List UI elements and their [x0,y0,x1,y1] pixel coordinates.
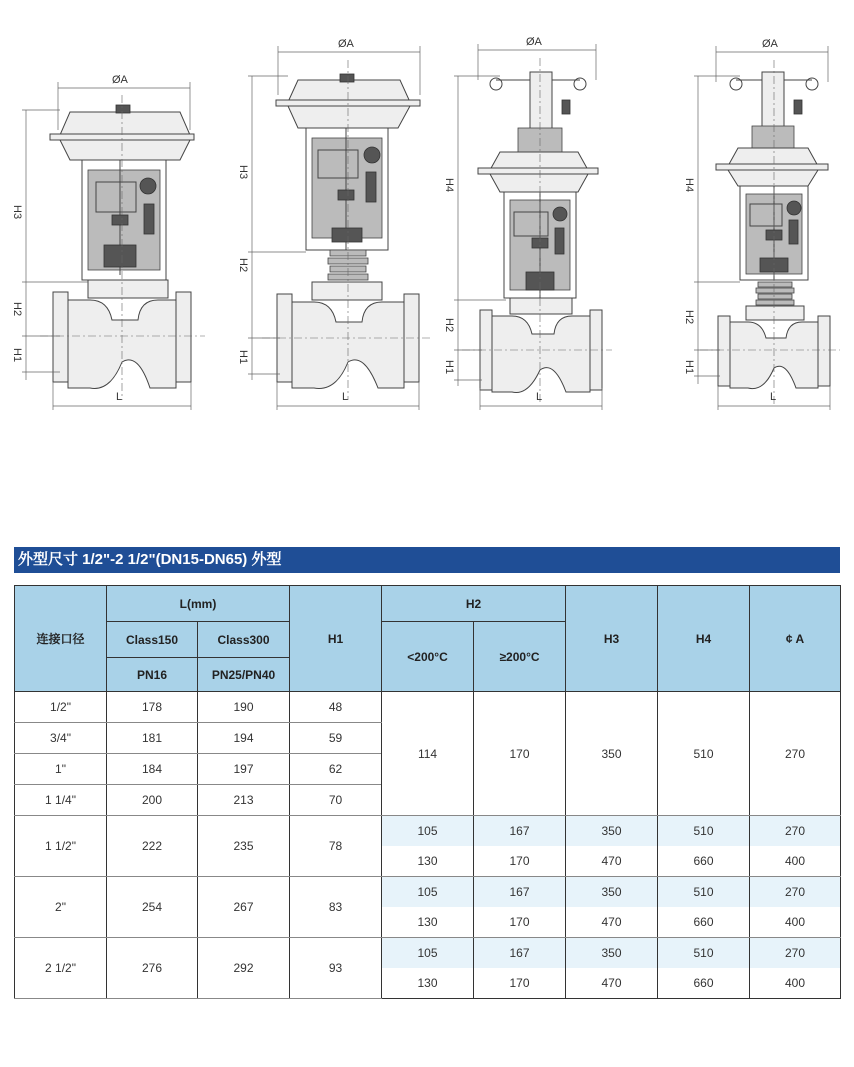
cell-phi-a: 270 [750,692,841,816]
cell-h2-ge200: 167 [474,877,566,908]
header-h2-ge200: ≥200°C [474,622,566,692]
dim-label-h4: H4 [683,178,695,193]
table-body [15,692,841,999]
cell-h3: 350 [566,816,658,847]
cell-size: 2 1/2" [15,938,107,999]
cell-class300: 213 [198,785,290,816]
cell-h3: 350 [566,938,658,969]
dim-label-l: L [342,391,349,403]
cell-phi-a: 400 [750,907,841,938]
header-pn16: PN16 [107,658,198,692]
cell-class300: 267 [198,877,290,938]
table-row [15,816,841,847]
section-title: 外型尺寸 1/2"-2 1/2"(DN15-DN65) 外型 [14,547,840,573]
header-pn25-40: PN25/PN40 [198,658,290,692]
header-h3: H3 [566,586,658,692]
cell-h2-lt200: 130 [382,846,474,877]
dim-label-l: L [536,391,543,403]
header-class150: Class150 [107,622,198,658]
dim-label-h3: H3 [237,165,249,180]
valve-drawings [0,0,854,440]
valve-drawing-2 [237,38,432,410]
cell-h3: 470 [566,846,658,877]
cell-size: 1/2" [15,692,107,723]
cell-h2-ge200: 167 [474,938,566,969]
cell-h1: 70 [290,785,382,816]
dim-label-h2: H2 [443,318,455,333]
cell-class300: 194 [198,723,290,754]
dim-label-h2: H2 [683,310,695,325]
header-l-mm: L(mm) [107,586,290,622]
cell-class150: 200 [107,785,198,816]
cell-phi-a: 400 [750,846,841,877]
cell-h1: 93 [290,938,382,999]
cell-h1: 59 [290,723,382,754]
cell-class300: 190 [198,692,290,723]
cell-phi-a: 270 [750,877,841,908]
cell-h1: 83 [290,877,382,938]
cell-h2-ge200: 170 [474,846,566,877]
header-class300: Class300 [198,622,290,658]
header-conn: 连接口径 [15,586,107,692]
cell-h4: 510 [658,877,750,908]
table-row [15,877,841,908]
cell-h2-lt200: 130 [382,968,474,999]
cell-size: 3/4" [15,723,107,754]
cell-size: 1" [15,754,107,785]
cell-h2-lt200: 105 [382,877,474,908]
valve-drawing-4 [683,38,840,410]
dim-label-phi-a: ØA [526,36,542,48]
cell-h3: 470 [566,968,658,999]
cell-h2-lt200: 130 [382,907,474,938]
cell-h2-lt200: 105 [382,816,474,847]
cell-h1: 78 [290,816,382,877]
cell-class150: 222 [107,816,198,877]
cell-phi-a: 400 [750,968,841,999]
header-h2-lt200: <200°C [382,622,474,692]
table-row [15,938,841,969]
cell-phi-a: 270 [750,938,841,969]
dim-label-l: L [770,391,777,403]
cell-class300: 197 [198,754,290,785]
dim-label-l: L [116,391,123,403]
dim-label-h1: H1 [237,350,249,365]
cell-class150: 276 [107,938,198,999]
cell-h4: 510 [658,692,750,816]
cell-h3: 350 [566,692,658,816]
cell-size: 2" [15,877,107,938]
cell-h3: 350 [566,877,658,908]
cell-h2-lt200: 105 [382,938,474,969]
cell-h4: 660 [658,968,750,999]
cell-h3: 470 [566,907,658,938]
cell-h2-ge200: 170 [474,968,566,999]
dim-label-h1: H1 [11,348,23,363]
header-phi-a: ¢ A [750,586,841,692]
cell-class150: 181 [107,723,198,754]
cell-h2-lt200: 114 [382,692,474,816]
cell-h4: 660 [658,846,750,877]
cell-h4: 660 [658,907,750,938]
dim-label-phi-a: ØA [112,74,128,86]
cell-h1: 62 [290,754,382,785]
cell-h2-ge200: 170 [474,907,566,938]
dim-label-h2: H2 [237,258,249,273]
table-row [15,692,841,723]
cell-class300: 292 [198,938,290,999]
dim-label-phi-a: ØA [338,38,354,50]
cell-h4: 510 [658,938,750,969]
dim-label-h1: H1 [443,360,455,375]
header-h4: H4 [658,586,750,692]
cell-h1: 48 [290,692,382,723]
cell-class150: 254 [107,877,198,938]
dim-label-h4: H4 [443,178,455,193]
valve-drawing-1 [11,74,205,410]
cell-h2-ge200: 167 [474,816,566,847]
dim-label-phi-a: ØA [762,38,778,50]
dimension-table [14,585,841,999]
dim-label-h2: H2 [11,302,23,317]
cell-class150: 184 [107,754,198,785]
valve-drawing-3 [443,36,612,410]
header-h2: H2 [382,586,566,622]
dim-label-h3: H3 [11,205,23,220]
dim-label-h1: H1 [683,360,695,375]
header-h1: H1 [290,586,382,692]
cell-h2-ge200: 170 [474,692,566,816]
cell-size: 1 1/4" [15,785,107,816]
cell-size: 1 1/2" [15,816,107,877]
cell-class150: 178 [107,692,198,723]
cell-phi-a: 270 [750,816,841,847]
cell-class300: 235 [198,816,290,877]
cell-h4: 510 [658,816,750,847]
